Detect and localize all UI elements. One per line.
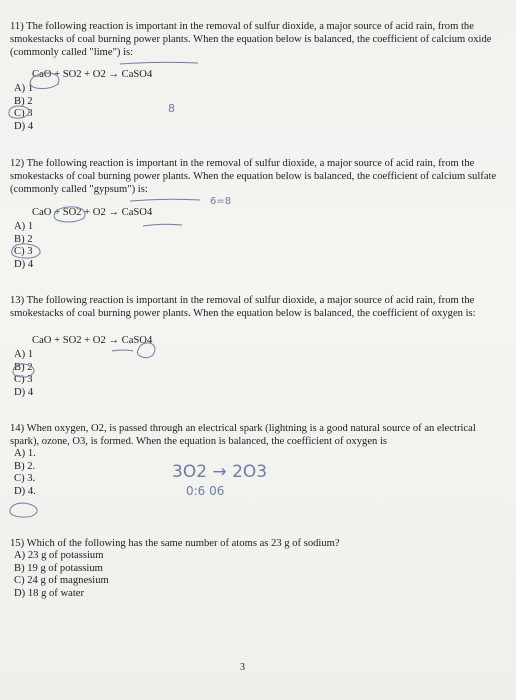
question-stem: 12) The following reaction is important in the removal of sulfur dioxide, a major source of acid rain, from the smokestacks of coal burning power plants. When the equation below is balanced, the coefficient of calcium sulfate (commonly called "gypsum") is: <box>10 158 497 195</box>
question-12 <box>10 157 500 271</box>
choice-b: B) 2. <box>14 460 36 472</box>
question-11 <box>10 20 500 133</box>
question-stem: 15) Which of the following has the same number of atoms as 23 g of sodium? <box>10 538 340 549</box>
choice-a: A) 23 g of potassium <box>14 550 104 561</box>
choice-d: D) 4 <box>14 258 34 270</box>
pen-note: 3O2 → 2O3 <box>172 462 268 482</box>
choice-d: D) 4. <box>14 485 36 497</box>
pen-note: 0:6 06 <box>186 484 225 498</box>
question-13 <box>10 294 500 399</box>
choice-a: A) 1 <box>14 221 34 232</box>
choice-d: D) 18 g of water <box>14 587 85 599</box>
pen-note: 8 <box>168 102 175 115</box>
answer-choices <box>10 448 500 498</box>
answer-choices <box>10 221 500 271</box>
pen-note: 6=8 <box>210 196 232 207</box>
reaction-equation: CaO + SO2 + O2 → CaSO4 <box>32 335 153 346</box>
choice-c: C) 3. <box>14 473 36 485</box>
choice-b: B) 2 <box>14 361 33 373</box>
question-15 <box>10 537 500 600</box>
choice-d: D) 4 <box>14 120 34 132</box>
choice-c: C) 3 <box>14 246 33 258</box>
answer-choices <box>10 349 500 399</box>
answer-choices <box>10 83 500 133</box>
choice-d: D) 4 <box>14 386 34 398</box>
pen-answer-circle <box>10 503 37 517</box>
choice-b: B) 2 <box>14 95 33 107</box>
question-stem: 11) The following reaction is important in the removal of sulfur dioxide, a major source of acid rain, from the smokestacks of coal burning power plants. When the equation below is balanced, the coefficient of calcium oxide (commonly called "lime") is: <box>10 21 492 58</box>
question-14 <box>10 422 500 498</box>
reaction-equation: CaO + SO2 + O2 → CaSO4 <box>32 69 153 80</box>
answer-choices <box>10 550 500 600</box>
reaction-equation: CaO + SO2 + O2 → CaSO4 <box>32 207 153 218</box>
question-stem: 13) The following reaction is important in the removal of sulfur dioxide, a major source of acid rain, from the smokestacks of coal burning power plants. When the equation below is balanced, the coefficient of oxygen is: <box>10 295 476 319</box>
choice-c: C) 3 <box>14 374 33 386</box>
choice-a: A) 1 <box>14 349 34 360</box>
choice-a: A) 1. <box>14 448 36 459</box>
choice-a: A) 1 <box>14 83 34 94</box>
choice-b: B) 19 g of potassium <box>14 562 103 574</box>
choice-c: C) 24 g of magnesium <box>14 575 109 587</box>
choice-b: B) 2 <box>14 233 33 245</box>
choice-c: C) 3 <box>14 108 33 120</box>
question-stem: 14) When oxygen, O2, is passed through an electrical spark (lightning is a good natural source of an electrical spark), ozone, O3, is formed. When the equation is balanced, the coefficient of oxygen is <box>10 423 476 447</box>
page-number: 3 <box>240 662 245 673</box>
